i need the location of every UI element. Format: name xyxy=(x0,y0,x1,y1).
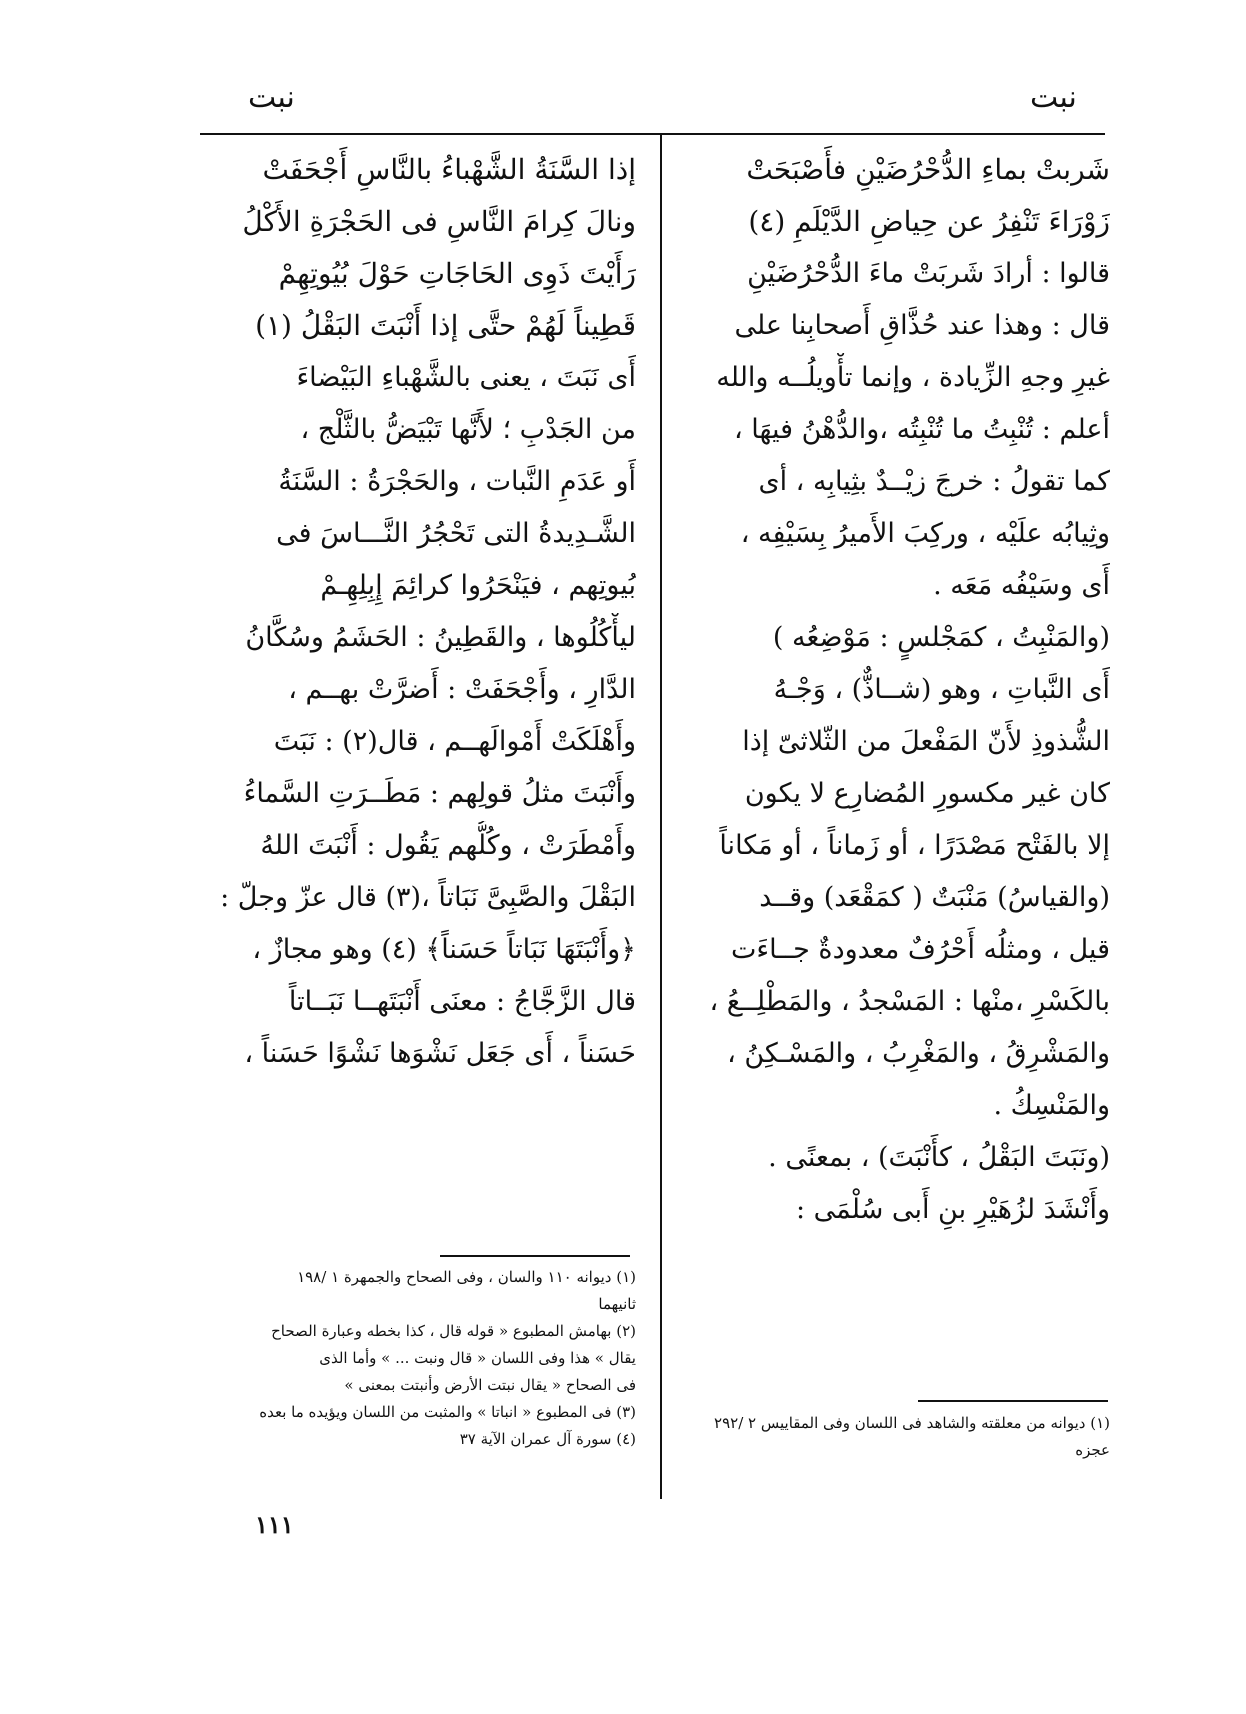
text-line: ﴿وأَنْبَتَهَا نَبَاتاً حَسَناً﴾ (٤) وهو مجازٌ ، xyxy=(252,934,636,965)
text-line: الشَّـدِيدةُ التى تَحْجُرُ النَّـــاسَ فى xyxy=(276,518,636,549)
running-head-right: نبت xyxy=(1030,80,1077,115)
footnote-line: يقال » هذا وفى اللسان « قال ونبت ... » وأما الذى xyxy=(319,1349,636,1367)
text-line: قال الزَّجَّاجُ : معنَى أَنْبَتَهــا نَبَــاتاً xyxy=(288,986,636,1017)
text-line: حَسَناً ، أَى جَعَل نَشْوَها نَشْوًا حَسَناً ، xyxy=(244,1038,636,1069)
text-line: وثِيابُه علَيْه ، وركِبَ الأَميرُ بِسَيْفِه ، xyxy=(740,518,1110,549)
text-line: البَقْلَ والصَّبِىَّ نَبَاتاً ،(٣) قال عزّ وجلّ : xyxy=(220,882,636,913)
entry-heading: (ونَبَتَ البَقْلُ ، كأَنْبَتَ) ، بمعنًى . xyxy=(768,1142,1110,1173)
verse-line: زَوْرَاءَ تَنْفِرُ عن حِياضِ الدَّيْلَمِ (٤) xyxy=(748,205,1110,238)
footnote-rule-right xyxy=(918,1400,1108,1402)
footnote-line: (١) ديوانه ١١٠ والسان ، وفى الصحاح والجمهرة ١ /١٩٨ xyxy=(297,1268,636,1286)
footnote-line: ثانيهما xyxy=(598,1295,636,1313)
right-column xyxy=(683,145,1110,1237)
verse-line: رَأَيْتَ ذَوِى الحَاجَاتِ حَوْلَ بُيُوتِهِمْ xyxy=(278,257,636,290)
text-line: غيرِ وجهِ الزِّيادة ، وإنما تأْويلُــه والله xyxy=(716,362,1110,393)
text-line: أَى وسَيْفُه مَعَه . xyxy=(933,570,1110,601)
text-line: قال : وهذا عند حُذَّاقِ أَصحابِنا على xyxy=(734,310,1110,341)
text-line: الشُّذوذِ لأَنّ المَفْعلَ من الثّلاثىّ إذا xyxy=(742,726,1110,757)
text-line: بالكَسْرِ ،منْها : المَسْجدُ ، والمَطْلِــعُ ، xyxy=(709,986,1110,1017)
text-line: وأَهْلَكَتْ أَمْوالَهــم ، قال(٢) : نَبَتَ xyxy=(273,726,636,757)
text-line: أَى النَّباتِ ، وهو (شــاذٌّ) ، وَجْـهُ xyxy=(773,674,1110,705)
left-column xyxy=(200,145,636,1081)
text-line: أعلم : تُنْبِتُ ما تُنْبِتُه ،والدُّهْنُ فيهَا ، xyxy=(733,414,1110,445)
text-line: وأَمْطَرَتْ ، وكُلُّهم يَقُول : أَنْبَتَ اللهُ xyxy=(260,830,636,861)
footnote-line: (١) ديوانه من معلقته والشاهد فى اللسان وفى المقاييس ٢ /٢٩٢ xyxy=(714,1414,1110,1432)
text-line: والمَشْرِقُ ، والمَغْرِبُ ، والمَسْـكِنُ ، xyxy=(727,1038,1110,1069)
running-head-left: نبت xyxy=(248,80,295,115)
footnote-line: (٣) فى المطبوع « انباتا » والمثبت من اللسان ويؤيده ما بعده xyxy=(259,1403,636,1421)
footnotes-left xyxy=(200,1264,636,1453)
text-line: والمَنْسِكُ . xyxy=(993,1090,1110,1121)
text-line: بُيوتِهم ، فيَنْحَرُوا كرائِمَ إِبِلِهِـمْ xyxy=(320,570,636,601)
verse-line: شَربتْ بماءِ الدُّحْرُضَيْنِ فأَصْبَحَتْ xyxy=(746,153,1110,186)
page-number: ١١١ xyxy=(255,1510,294,1539)
entry-heading: (والمَنْبِتُ ، كمَجْلسٍ : مَوْضِعُه ) xyxy=(772,622,1110,653)
footnotes-right xyxy=(683,1410,1110,1464)
text-line: كان غير مكسورِ المُضارِع لا يكون xyxy=(744,778,1110,809)
top-rule xyxy=(200,133,1105,135)
text-line: أَو عَدَمِ النَّبات ، والحَجْرَةُ : السَّنَةُ xyxy=(278,466,636,497)
footnote-line: عجزه xyxy=(1075,1441,1110,1459)
footnote-line: (٤) سورة آل عمران الآية ٣٧ xyxy=(459,1430,636,1448)
text-line: وأَنْبَتَ مثلُ قولِهم : مَطَــرَتِ السَّماءُ xyxy=(243,778,636,809)
text-line: وأَنْشَدَ لزُهَيْرِ بنِ أَبى سُلْمَى : xyxy=(796,1194,1110,1225)
text-line: كما تقولُ : خرجَ زيْــدٌ بثِيابِه ، أى xyxy=(758,466,1110,497)
text-line: من الجَدْبِ ؛ لأَنَّها تَبْيَضُّ بالثَّلْج ، xyxy=(300,414,636,445)
footnote-line: فى الصحاح « يقال نبتت الأرض وأنبتت بمعنى » xyxy=(344,1376,636,1394)
footnote-rule-left xyxy=(440,1255,630,1257)
column-divider xyxy=(660,133,662,1499)
verse-line: قَطِيناً لَهُمْ حتَّى إذا أَنْبَتَ البَقْلُ (١) xyxy=(255,309,636,342)
text-line: قيل ، ومثلُه أَحْرُفٌ معدودةٌ جــاءَت xyxy=(731,934,1110,965)
text-line: الدَّارِ ، وأَجْحَفَتْ : أَضرَّتْ بهــم ، xyxy=(288,674,636,705)
text-line: أَى نَبَتَ ، يعنى بالشَّهْباءِ البَيْضاءَ xyxy=(296,362,636,393)
verse-line: ونالَ كِرامَ النَّاسِ فى الحَجْرَةِ الأَكْلُ xyxy=(242,205,636,238)
footnote-line: (٢) بهامش المطبوع « قوله قال ، كذا بخطه وعبارة الصحاح xyxy=(271,1322,636,1340)
text-line: قالوا : أرادَ شَربَتْ ماءَ الدُّحْرُضَيْنِ xyxy=(747,258,1110,289)
text-line: ليأْكُلُوها ، والقَطِينُ : الحَشَمُ وسُكَّانُ xyxy=(245,622,636,653)
text-line: (والقياسُ) مَنْبَتٌ ( كمَقْعَد) وقــد xyxy=(759,882,1110,913)
verse-line: إذا السَّنَةُ الشَّهْباءُ بالنَّاسِ أَجْحَفَتْ xyxy=(262,153,636,186)
text-line: إلا بالفَتْح مَصْدَرًا ، أو زَماناً ، أو مَكاناً xyxy=(719,830,1110,861)
